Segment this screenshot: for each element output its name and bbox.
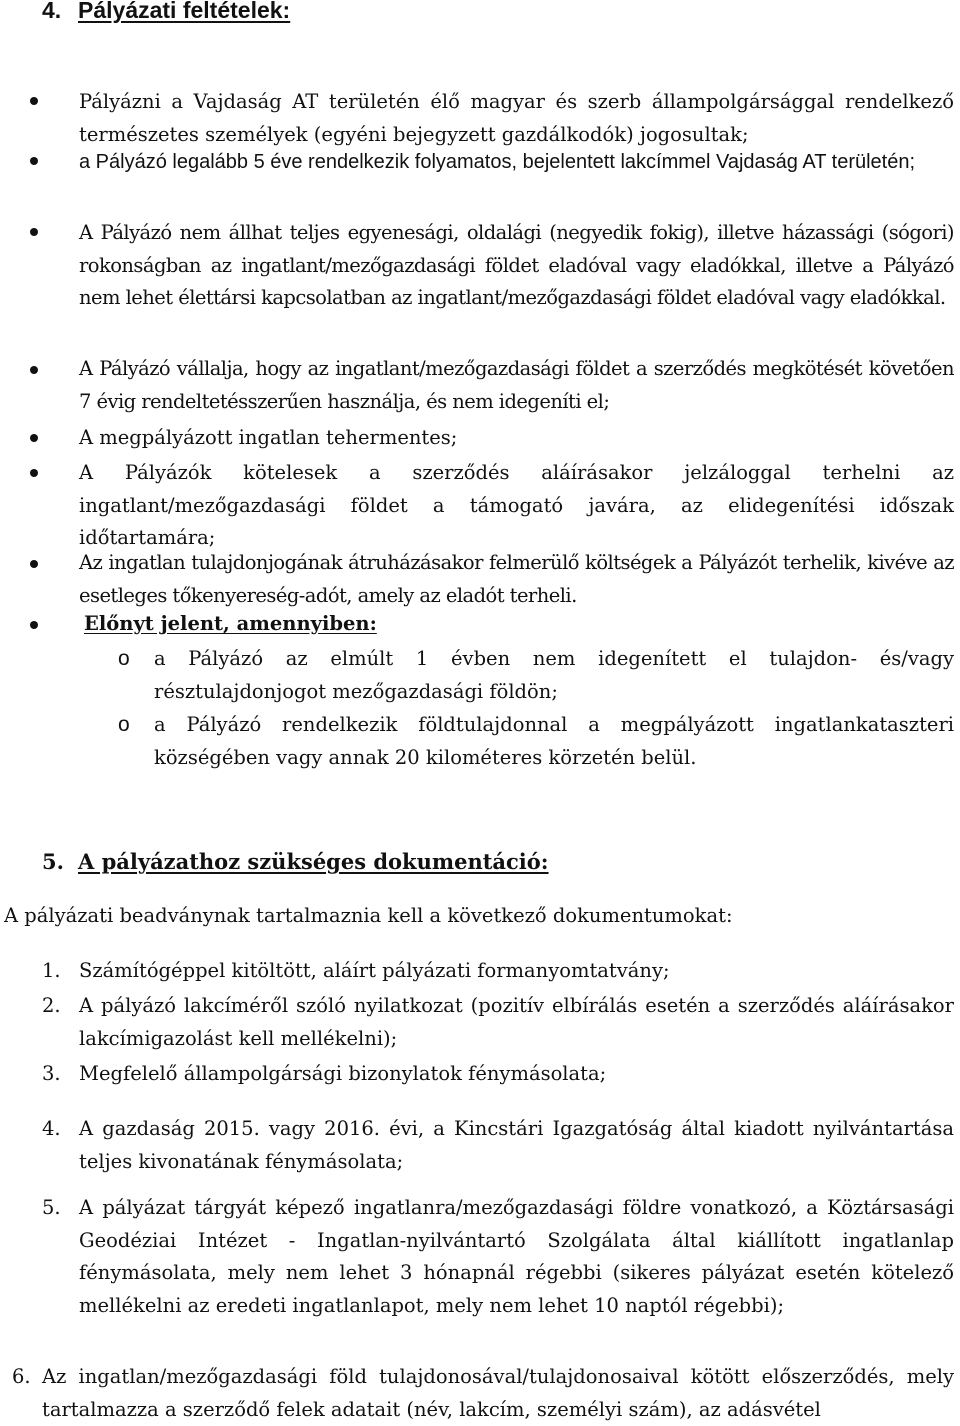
document-item-4: A gazdaság 2015. vagy 2016. évi, a Kincstári Igazgatóság által kiadott nyilvántartása teljes kivonatának fénymásolata;	[79, 1117, 954, 1173]
bullet-dot	[30, 228, 38, 236]
advantage-sub-item-1: a Pályázó az elmúlt 1 évben nem idegenített el tulajdon- és/vagy résztulajdonjogot mezőgazdasági földön;	[154, 647, 954, 703]
condition-bullet-5: A megpályázott ingatlan tehermentes;	[79, 426, 458, 449]
document-item-number: 2.	[42, 994, 61, 1017]
document-item-number: 4.	[42, 1117, 61, 1140]
document-item-number: 1.	[42, 959, 61, 982]
bullet-dot	[30, 366, 38, 374]
document-item-5: A pályázat tárgyát képező ingatlanra/mezőgazdasági földre vonatkozó, a Köztársasági Geodéziai Intézet - Ingatlan-nyilvántartó Szolgálata által kiállított ingatlanlap fénymásolata, mely nem lehet 3 hónapnál régebbi (sikeres pályázat esetén kötelező mellékelni az eredeti ingatlanlapot, mely nem lehet 10 naptól régebbi);	[79, 1196, 954, 1317]
document-item-6: Az ingatlan/mezőgazdasági föld tulajdonosával/tulajdonosaival kötött előszerződés, mely tartalmazza a szerződő felek adatait (név, lakcím, személyi szám), az adásvétel	[42, 1365, 954, 1421]
section-5-number: 5.	[42, 849, 64, 874]
section-5-heading	[42, 846, 549, 879]
condition-bullet-6: A Pályázók kötelesek a szerződés aláírásakor jelzáloggal terhelni az ingatlant/mezőgazdasági földet a támogató javára, az elidegenítési időszak időtartamára;	[79, 461, 954, 549]
section-4-heading	[42, 0, 290, 26]
document-item-1: Számítógéppel kitöltött, aláírt pályázati formanyomtatvány;	[79, 959, 670, 982]
section-4-title: Pályázati feltételek:	[78, 0, 291, 23]
document-item-number: 6.	[12, 1365, 31, 1388]
document-item-3: Megfelelő állampolgársági bizonylatok fénymásolata;	[79, 1062, 607, 1085]
bullet-dot	[30, 469, 38, 477]
section-4-number: 4.	[42, 0, 62, 23]
condition-bullet-1: Pályázni a Vajdaság AT területén élő magyar és szerb állampolgársággal rendelkező természetes személyek (egyéni bejegyzett gazdálkodók) jogosultak;	[79, 90, 954, 146]
bullet-dot	[30, 97, 38, 105]
condition-bullet-4: A Pályázó vállalja, hogy az ingatlant/mezőgazdasági földet a szerződés megkötését követően 7 évig rendeltetésszerűen használja, és nem idegeníti el;	[79, 357, 954, 413]
bullet-dot	[30, 560, 38, 568]
advantage-label-text: Előnyt jelent, amennyiben:	[84, 612, 377, 635]
document-item-2: A pályázó lakcíméről szóló nyilatkozat (pozitív elbírálás esetén a szerződés aláírásakor lakcímigazolást kell mellékelni);	[79, 994, 954, 1050]
sub-item-marker: o	[118, 713, 130, 736]
condition-bullet-2: a Pályázó legalább 5 éve rendelkezik folyamatos, bejelentett lakcímmel Vajdaság AT területén;	[79, 151, 916, 173]
sub-item-marker: o	[118, 647, 130, 670]
condition-bullet-7: Az ingatlan tulajdonjogának átruházásakor felmerülő költségek a Pályázót terhelik, kivéve az esetleges tőkenyereség-adót, amely az eladót terheli.	[79, 551, 954, 607]
document-item-number: 3.	[42, 1062, 61, 1085]
section-5-title: A pályázathoz szükséges dokumentáció:	[78, 849, 549, 874]
documents-intro: A pályázati beadványnak tartalmaznia kell a következő dokumentumokat:	[4, 904, 733, 927]
bullet-dot	[30, 621, 38, 629]
advantage-label	[84, 608, 954, 641]
bullet-dot	[30, 434, 38, 442]
bullet-dot	[30, 157, 38, 165]
document-item-number: 5.	[42, 1196, 61, 1219]
condition-bullet-3: A Pályázó nem állhat teljes egyenesági, oldalági (negyedik fokig), illetve házassági (sógori) rokonságban az ingatlant/mezőgazdasági földet eladóval vagy eladókkal, illetve a Pályázó nem lehet élettársi kapcsolatban az ingatlant/mezőgazdasági földet eladóval vagy eladókkal.	[79, 221, 954, 309]
advantage-sub-item-2: a Pályázó rendelkezik földtulajdonnal a megpályázott ingatlankataszteri községében vagy annak 20 kilométeres körzetén belül.	[154, 713, 954, 769]
